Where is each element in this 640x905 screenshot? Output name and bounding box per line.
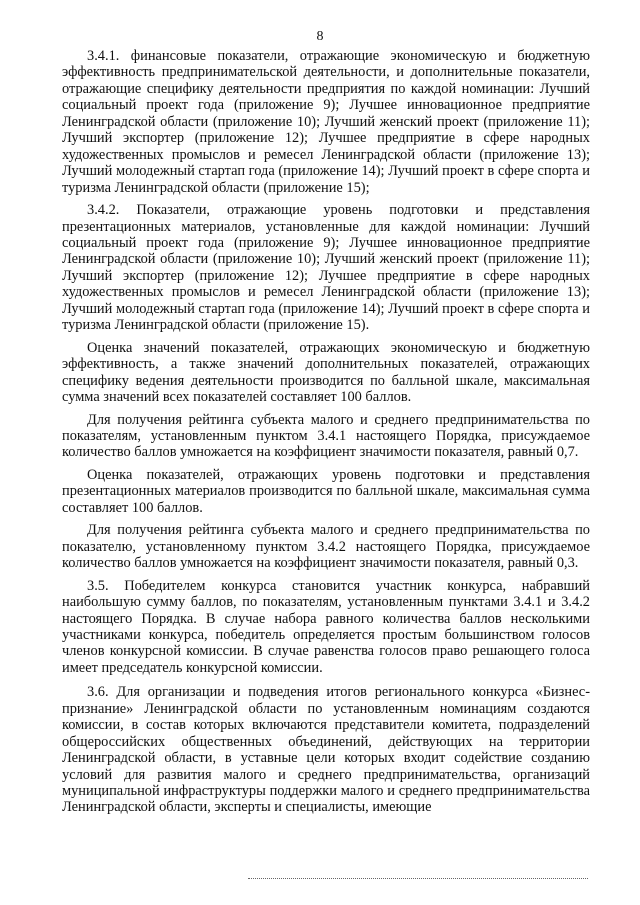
paragraph-3-6: 3.6. Для организации и подведения итогов регионального конкурса «Бизнес-признание» Ленинградской области по установленным номинациям создаются комиссии, в состав которых включаются представители комитета, подразделений общероссийских общественных объединений, действующих на территории Ленинградской области, в уставные цели которых входит содействие созданию условий для развития малого и среднего предпринимательства, организаций муниципальной инфраструктуры поддержки малого и среднего предпринимательства Ленинградской области, эксперты и специалисты, имеющие [62, 684, 590, 816]
paragraph-3-4-1: 3.4.1. финансовые показатели, отражающие экономическую и бюджетную эффективность предпринимательской деятельности, и дополнительные показатели, отражающие специфику деятельности предприятия по каждой номинации: Лучший социальный проект года (приложение 9); Лучшее инновационное предприятие Ленинградской области (приложение 10); Лучший женский проект (приложение 11); Лучший экспортер (приложение 12); Лучшее предприятие в сфере народных художественных промыслов и ремесел Ленинградской области (приложение 13); Лучший молодежный стартап года (приложение 14); Лучший проект в сфере спорта и туризма Ленинградской области (приложение 15); [62, 48, 590, 196]
paragraph-3-5: 3.5. Победителем конкурса становится участник конкурса, набравший наибольшую сумму баллов, по показателям, установленным пунктами 3.4.1 и 3.4.2 настоящего Порядка. В случае набора равного количества баллов несколькими участниками конкурса, победитель определяется простым большинством голосов членов конкурсной комиссии. В случае равенства голосов право решающего голоса имеет председатель конкурсной комиссии. [62, 577, 590, 676]
document-body [62, 48, 590, 816]
footer-divider [248, 878, 588, 879]
paragraph-presentation-evaluation: Оценка показателей, отражающих уровень подготовки и представления презентационных материалов производится по балльной шкале, максимальная сумма составляет 100 баллов. [62, 466, 590, 516]
paragraph-rating-coefficient-07: Для получения рейтинга субъекта малого и среднего предпринимательства по показателям, установленным пунктом 3.4.1 настоящего Порядка, присуждаемое количество баллов умножается на коэффициент значимости показателя, равный 0,7. [62, 411, 590, 461]
paragraph-3-4-2: 3.4.2. Показатели, отражающие уровень подготовки и представления презентационных материалов, установленные для каждой номинации: Лучший социальный проект года (приложение 9); Лучшее инновационное предприятие Ленинградской области (приложение 10); Лучший женский проект (приложение 11); Лучший экспортер (приложение 12); Лучшее предприятие в сфере народных художественных промыслов и ремесел Ленинградской области (приложение 13); Лучший молодежный стартап года (приложение 14); Лучший проект в сфере спорта и туризма Ленинградской области (приложение 15). [62, 202, 590, 334]
paragraph-rating-coefficient-03: Для получения рейтинга субъекта малого и среднего предпринимательства по показателю, установленному пунктом 3.4.2 настоящего Порядка, присуждаемое количество баллов умножается на коэффициент значимости показателя, равный 0,3. [62, 522, 590, 572]
page-number: 8 [316, 29, 324, 44]
paragraph-score-evaluation: Оценка значений показателей, отражающих экономическую и бюджетную эффективность, а также значений дополнительных показателей, отражающих специфику ведения деятельности производится по балльной шкале, максимальная сумма значений всех показателей составляет 100 баллов. [62, 339, 590, 406]
